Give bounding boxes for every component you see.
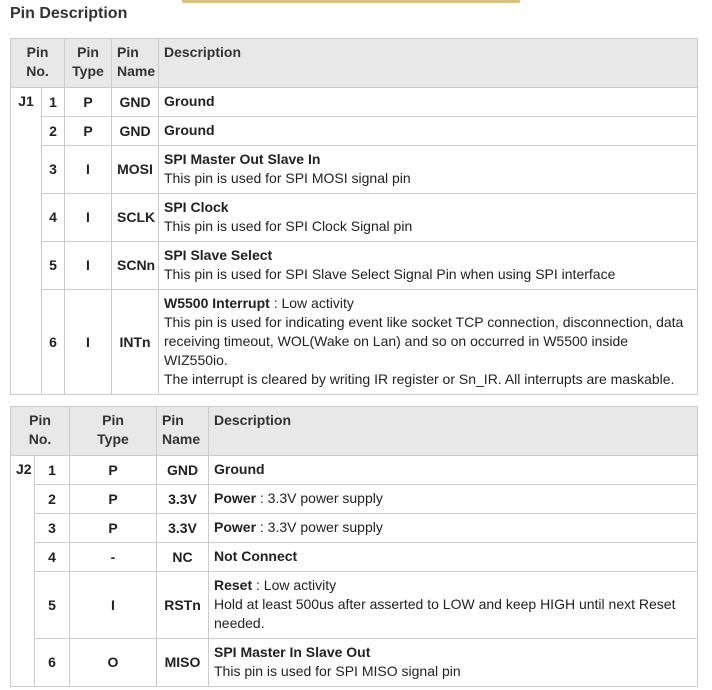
pin-table-j1 <box>10 38 698 395</box>
description-line: This pin is used for SPI Slave Select Signal Pin when using SPI interface <box>164 266 616 282</box>
description-title: SPI Clock <box>164 199 229 215</box>
pin-name: MOSI <box>112 146 159 194</box>
pin-type: P <box>65 88 112 117</box>
group-label: J1 <box>11 88 42 395</box>
pin-number: 2 <box>35 485 70 514</box>
pin-number: 1 <box>35 456 70 485</box>
pin-name: 3.3V <box>157 514 209 543</box>
header-pin-no: Pin No. <box>11 407 70 456</box>
table-header-row <box>11 407 698 456</box>
pin-description <box>209 456 698 485</box>
table-row <box>11 194 698 242</box>
description-title: Power <box>214 519 257 535</box>
pin-name: SCLK <box>112 194 159 242</box>
table-row <box>11 242 698 290</box>
header-pin-name: Pin Name <box>157 407 209 456</box>
header-description: Description <box>209 407 698 456</box>
description-suffix: : Low activity <box>252 577 337 593</box>
pin-type: O <box>70 639 157 687</box>
pin-name: RSTn <box>157 572 209 639</box>
header-pin-type: Pin Type <box>70 407 157 456</box>
pin-type: I <box>70 572 157 639</box>
header-pin-type: Pin Type <box>65 39 112 88</box>
page-title: Pin Description <box>10 5 128 22</box>
description-suffix: : Low activity <box>269 295 354 311</box>
pin-description <box>159 290 698 395</box>
description-suffix: : 3.3V power supply <box>256 490 383 506</box>
pin-type: I <box>65 290 112 395</box>
image-bottom-edge <box>182 0 520 3</box>
pin-description <box>159 88 698 117</box>
pin-name: INTn <box>112 290 159 395</box>
pin-description <box>209 639 698 687</box>
pin-number: 5 <box>35 572 70 639</box>
pin-name: GND <box>112 88 159 117</box>
table-body-j2 <box>11 456 698 687</box>
table-row <box>11 88 698 117</box>
group-label: J2 <box>11 456 35 687</box>
description-title: W5500 Interrupt <box>164 295 270 311</box>
pin-description <box>209 514 698 543</box>
pin-name: SCNn <box>112 242 159 290</box>
description-line: Hold at least 500us after asserted to LOW and keep HIGH until next Reset needed. <box>214 596 676 631</box>
pin-number: 6 <box>35 639 70 687</box>
description-line: This pin is used for SPI MOSI signal pin <box>164 170 411 186</box>
pin-type: I <box>65 146 112 194</box>
pin-name: GND <box>112 117 159 146</box>
table-row <box>11 543 698 572</box>
pin-description <box>209 543 698 572</box>
table-row <box>11 117 698 146</box>
pin-number: 5 <box>42 242 65 290</box>
pin-description <box>209 572 698 639</box>
description-suffix: : 3.3V power supply <box>256 519 383 535</box>
pin-type: P <box>70 456 157 485</box>
pin-type: P <box>70 485 157 514</box>
table-row <box>11 572 698 639</box>
description-line: The interrupt is cleared by writing IR register or Sn_IR. All interrupts are maskable. <box>164 371 675 387</box>
pin-name: 3.3V <box>157 485 209 514</box>
table-row <box>11 146 698 194</box>
pin-description <box>159 146 698 194</box>
table-row <box>11 639 698 687</box>
description-title: Ground <box>214 461 265 477</box>
description-title: Power <box>214 490 257 506</box>
description-title: Not Connect <box>214 548 298 564</box>
pin-type: P <box>70 514 157 543</box>
header-pin-name: Pin Name <box>112 39 159 88</box>
pin-number: 3 <box>42 146 65 194</box>
description-title: SPI Master In Slave Out <box>214 644 371 660</box>
table-row <box>11 514 698 543</box>
table-header-row <box>11 39 698 88</box>
table-body-j1 <box>11 88 698 395</box>
pin-type: - <box>70 543 157 572</box>
pin-description <box>159 194 698 242</box>
pin-number: 2 <box>42 117 65 146</box>
description-title: SPI Slave Select <box>164 247 273 263</box>
description-line: This pin is used for SPI MISO signal pin <box>214 663 461 679</box>
pin-description <box>209 485 698 514</box>
table-row <box>11 290 698 395</box>
pin-number: 3 <box>35 514 70 543</box>
table-row <box>11 456 698 485</box>
pin-name: NC <box>157 543 209 572</box>
description-title: Ground <box>164 122 215 138</box>
description-line: This pin is used for indicating event like socket TCP connection, disconnection, data receiving timeout, WOL(Wake on Lan) and so on occurred in W5500 inside WIZ550io. <box>164 314 684 368</box>
description-title: SPI Master Out Slave In <box>164 151 321 167</box>
pin-number: 6 <box>42 290 65 395</box>
header-pin-no: Pin No. <box>11 39 65 88</box>
pin-description <box>159 117 698 146</box>
pin-type: I <box>65 242 112 290</box>
table-row <box>11 485 698 514</box>
pin-table-j2 <box>10 406 698 687</box>
header-description: Description <box>159 39 698 88</box>
pin-description <box>159 242 698 290</box>
pin-name: GND <box>157 456 209 485</box>
description-title: Reset <box>214 577 253 593</box>
pin-number: 4 <box>35 543 70 572</box>
pin-number: 4 <box>42 194 65 242</box>
description-line: This pin is used for SPI Clock Signal pin <box>164 218 413 234</box>
pin-type: P <box>65 117 112 146</box>
pin-type: I <box>65 194 112 242</box>
pin-number: 1 <box>42 88 65 117</box>
pin-name: MISO <box>157 639 209 687</box>
description-title: Ground <box>164 93 215 109</box>
